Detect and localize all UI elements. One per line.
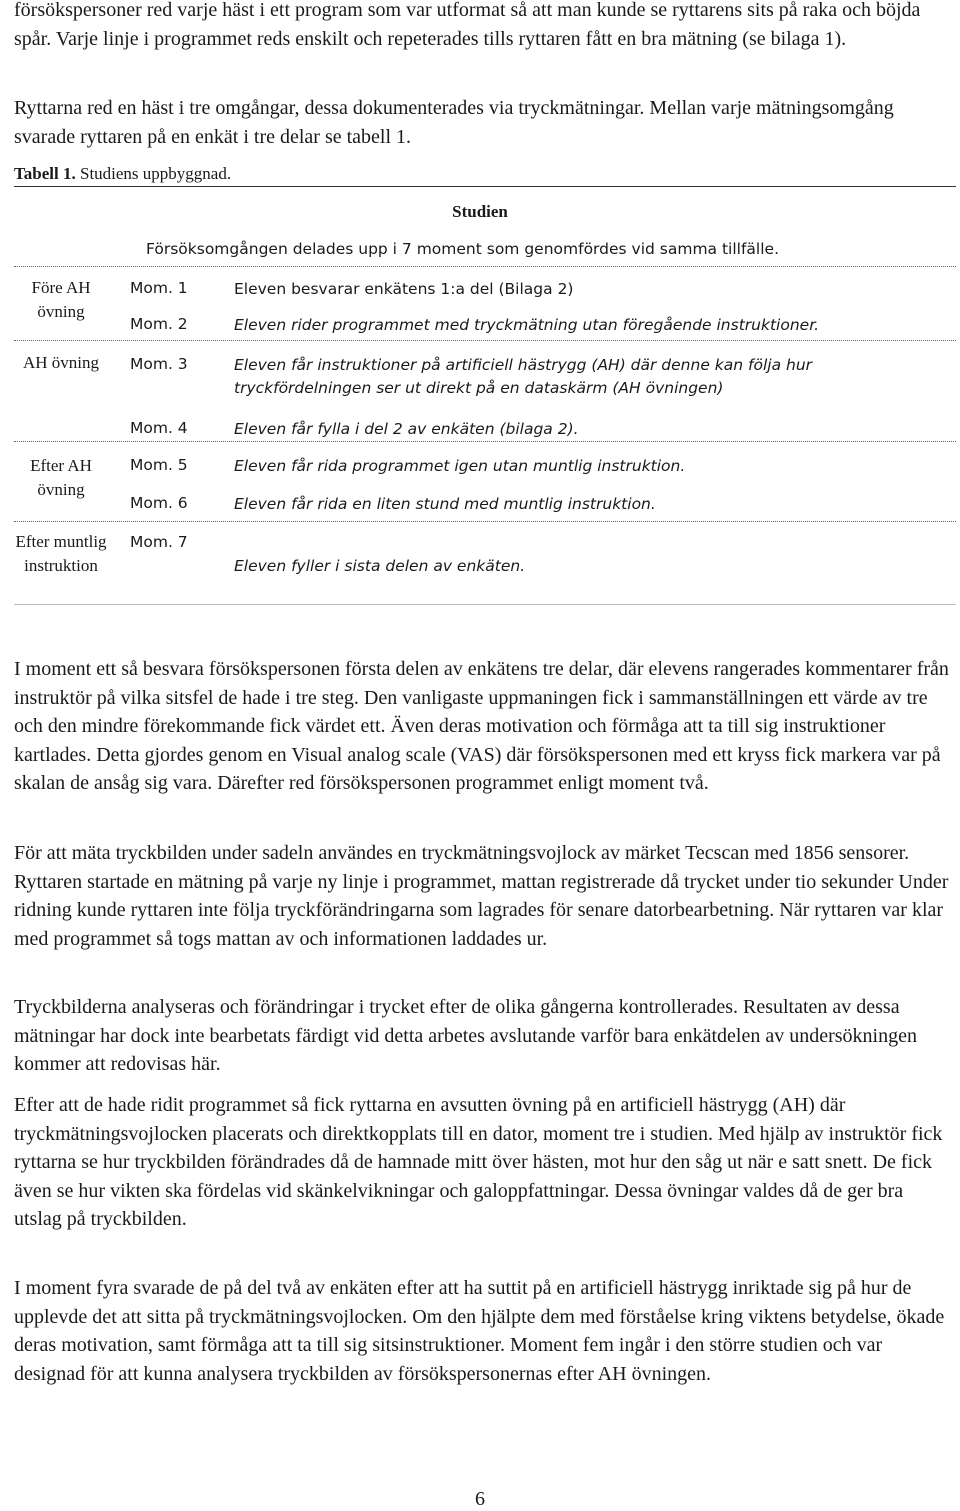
paragraph-analysis: Tryckbilderna analyseras och förändringar i trycket efter de olika gångerna kontrollerades. Resultaten av dessa mätningar har dock inte bearbetats färdigt vid detta arbetes avslutande varför bara enkätdelen av undersökningen kommer att redovisas här. <box>14 996 917 1076</box>
paragraph-ah-exercise: Efter att de hade ridit programmet så fick ryttarna en avsutten övning på en artificiell hästrygg (AH) där tryckmätningsvojlocken placerats och direktkopplats till en dator, moment tre i studien. Med hjälp av instruktör fick ryttarna se hur tryckbilden förändrades då de hamnade mitt över hästen, mot hur den såg ut när e satt snett. De fick även se hur vikten ska fördelas vid skänkelvikningar och galoppfattningar. Dessa övningar valdes då de ger bra utslag på tryckbilden. <box>14 1094 943 1231</box>
table-caption-text: Studiens uppbyggnad. <box>79 164 232 183</box>
table-subheader: Försöksomgången delades upp i 7 moment som genomfördes vid samma tillfälle. <box>146 240 780 258</box>
table-bottom-rule <box>14 604 956 605</box>
paragraph-rounds: Ryttarna red en häst i tre omgångar, dessa dokumenterades via tryckmätningar. Mellan varje mätningsomgång svarade ryttaren på en enkät i tre delar se tabell 1. <box>14 97 894 148</box>
table-top-rule <box>14 186 956 187</box>
paragraph-moment-one: I moment ett så besvara försökspersonen första delen av enkätens tre delar, där elevens rangerades kommentarer från instruktör på vilka sitsfel de hade i tre steg. Den vanligaste uppmaningen fick i sammanställningen ett värde av tre och den mindre förekommande fick värdet ett. Även deras motivation och förmåga att ta till sig instruktioner kartlades. Detta gjordes genom en Visual analog scale (VAS) där försökspersonen med ett kryss fick markera var på skalan de ansåg sig vara. Därefter red försökspersonen programmet enligt moment två. <box>14 658 949 795</box>
moment-text: Eleven får rida programmet igen utan muntlig instruktion. <box>234 457 686 475</box>
table-header-divider <box>14 266 956 267</box>
category-after-instruction: Efter muntlig instruktion <box>15 532 107 575</box>
category-ah: AH övning <box>22 353 100 372</box>
category-after-ah: Efter AH övning <box>30 456 92 499</box>
table-caption <box>14 164 231 184</box>
moment-text: Eleven rider programmet med tryckmätning utan föregående instruktioner. <box>234 316 820 334</box>
moment-text: Eleven besvarar enkätens 1:a del (Bilaga 2) <box>234 280 574 298</box>
table-caption-label: Tabell 1. <box>14 164 76 183</box>
moment-label: Mom. 7 <box>130 533 188 551</box>
moment-text: Eleven fyller i sista delen av enkäten. <box>234 557 526 575</box>
category-before-ah: Före AH övning <box>31 278 91 321</box>
moment-label: Mom. 1 <box>130 279 188 297</box>
row-divider <box>14 340 956 341</box>
moment-label: Mom. 2 <box>130 315 188 333</box>
row-divider <box>14 441 956 442</box>
row-divider <box>14 521 956 522</box>
page-number: 6 <box>475 1488 485 1510</box>
moment-text: Eleven får instruktioner på artificiell hästrygg (AH) där denne kan följa hur tryckfördelningen ser ut direkt på en dataskärm (AH övningen) <box>234 356 813 397</box>
moment-label: Mom. 3 <box>130 355 188 373</box>
table-header: Studien <box>452 202 508 221</box>
paragraph-intro: försökspersoner red varje häst i ett program som var utformat så att man kunde se ryttarens sits på raka och böjda spår. Varje linje i programmet reds enskilt och repeterades tills ryttaren fått en bra mätning (se bilaga 1). <box>14 0 921 50</box>
moment-label: Mom. 5 <box>130 456 188 474</box>
moment-text: Eleven får rida en liten stund med muntlig instruktion. <box>234 495 656 513</box>
paragraph-pressure-mat: För att mäta tryckbilden under sadeln användes en tryckmätningsvojlock av märket Tecscan med 1856 sensorer. Ryttaren startade en mätning på varje ny linje i programmet, mattan registrerade då trycket under tio sekunder Under ridning kunde ryttaren inte följa tryckförändringarna som lagrades för senare datorbearbetning. När ryttaren var klar med programmet så togs mattan av och informationen laddades ur. <box>14 842 949 950</box>
moment-label: Mom. 4 <box>130 419 188 437</box>
moment-label: Mom. 6 <box>130 494 188 512</box>
moment-text: Eleven får fylla i del 2 av enkäten (bilaga 2). <box>234 420 579 438</box>
paragraph-moment-four: I moment fyra svarade de på del två av enkäten efter att ha suttit på en artificiell hästrygg inriktade sig på hur de upplevde det att sitta på tryckmätningsvojlocken. Om den hjälpte dem med förståelse kring viktens betydelse, ökade deras motivation, samt förmåga att ta till sig sitsinstruktioner. Moment fem ingår i den större studien och var designad för att kunna analysera tryckbilden av försökspersonernas efter AH övningen. <box>14 1277 945 1385</box>
